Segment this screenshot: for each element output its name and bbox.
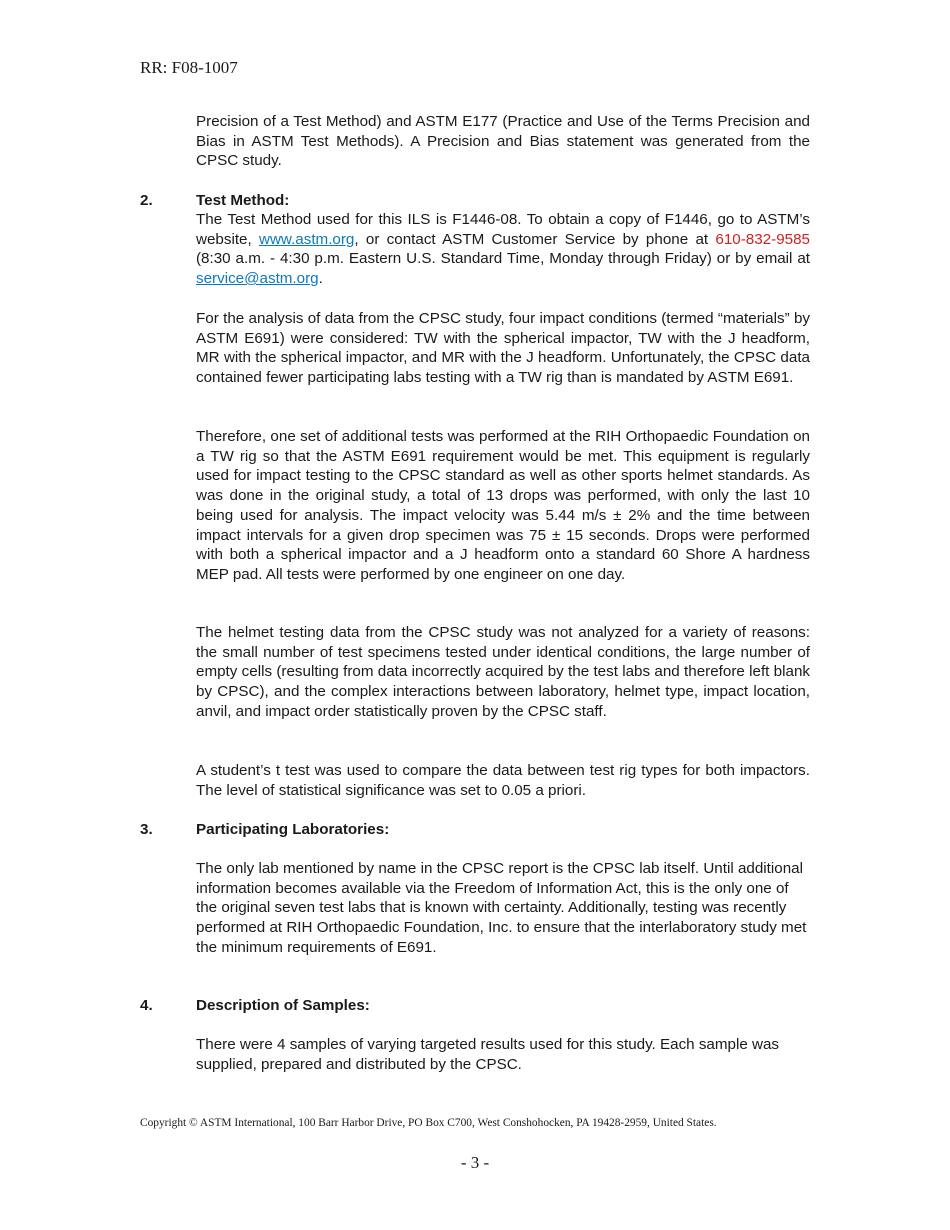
section-4-paragraph-1: There were 4 samples of varying targeted results used for this study. Each sample was supplied, prepared and distributed by the CPSC.	[196, 1036, 780, 1073]
customer-service-phone: 610-832-9585	[715, 230, 810, 248]
section-2-paragraph-4: The helmet testing data from the CPSC study was not analyzed for a variety of reasons: the small number of test specimens tested under identical conditions, the large number of empty cells (resulting from data incorrectly acquired by the test labs and therefore left blank by CPSC), and the complex interactions between laboratory, helmet type, impact location, anvil, and impact order statistically proven by the CPSC staff.	[196, 624, 810, 720]
section-2-p1-text-d: .	[318, 270, 323, 288]
section-4-number: 4.	[140, 997, 153, 1014]
section-3-paragraph-1: The only lab mentioned by name in the CPSC report is the CPSC lab itself. Until additional information becomes available via the Freedom of Information Act, this is the only one of the original seven test labs that is known with certainty. Additionally, testing was recently performed at RIH Orthopaedic Foundation, Inc. to ensure that the interlaboratory study met the minimum requirements of E691.	[196, 860, 807, 956]
section-3-number: 3.	[140, 821, 153, 838]
section-2-p1-text-c: (8:30 a.m. - 4:30 p.m. Eastern U.S. Standard Time, Monday through Friday) or by email at	[196, 250, 810, 268]
intro-paragraph: Precision of a Test Method) and ASTM E177 (Practice and Use of the Terms Precision and Bias in ASTM Test Methods). A Precision and Bias statement was generated from the CPSC study.	[196, 113, 810, 170]
astm-website-link[interactable]: www.astm.org	[259, 230, 355, 248]
section-2-p1-text-b: , or contact ASTM Customer Service by phone at	[354, 230, 716, 248]
section-2-number: 2.	[140, 192, 153, 209]
section-2-paragraph-2: For the analysis of data from the CPSC study, four impact conditions (termed “materials” by ASTM E691) were considered: TW with the spherical impactor, TW with the J headform, MR with the spherical impactor, and MR with the J headform. Unfortunately, the CPSC data contained fewer participating labs testing with a TW rig than is mandated by ASTM E691.	[196, 310, 810, 387]
section-2-p1-text-a: The Test Method used for this ILS is F1446-08. To obtain a copy of F1446, go to ASTM’s website,	[196, 211, 810, 248]
section-2-paragraph-1	[196, 210, 810, 289]
page-number: - 3 -	[460, 1153, 490, 1172]
section-2-paragraph-5: A student’s t test was used to compare the data between test rig types for both impactors. The level of statistical significance was set to 0.05 a priori.	[196, 762, 810, 799]
service-email-link[interactable]: service@astm.org	[196, 270, 319, 288]
report-id-header: RR: F08-1007	[140, 58, 238, 77]
copyright-footer: Copyright © ASTM International, 100 Barr Harbor Drive, PO Box C700, West Conshohocken, PA 19428-2959, United States.	[140, 1117, 717, 1129]
section-4-title: Description of Samples:	[196, 997, 370, 1014]
section-3-title: Participating Laboratories:	[196, 821, 390, 838]
section-2-title: Test Method:	[196, 192, 290, 209]
section-2-paragraph-3: Therefore, one set of additional tests was performed at the RIH Orthopaedic Foundation on a TW rig so that the ASTM E691 requirement would be met. This equipment is regularly used for impact testing to the CPSC standard as well as other sports helmet standards. As was done in the original study, a total of 13 drops was performed, with only the last 10 being used for analysis. The impact velocity was 5.44 m/s ± 2% and the time between impact intervals for a given drop specimen was 75 ± 15 seconds. Drops were performed with both a spherical impactor and a J headform onto a standard 60 Shore A hardness MEP pad. All tests were performed by one engineer on one day.	[196, 428, 810, 583]
